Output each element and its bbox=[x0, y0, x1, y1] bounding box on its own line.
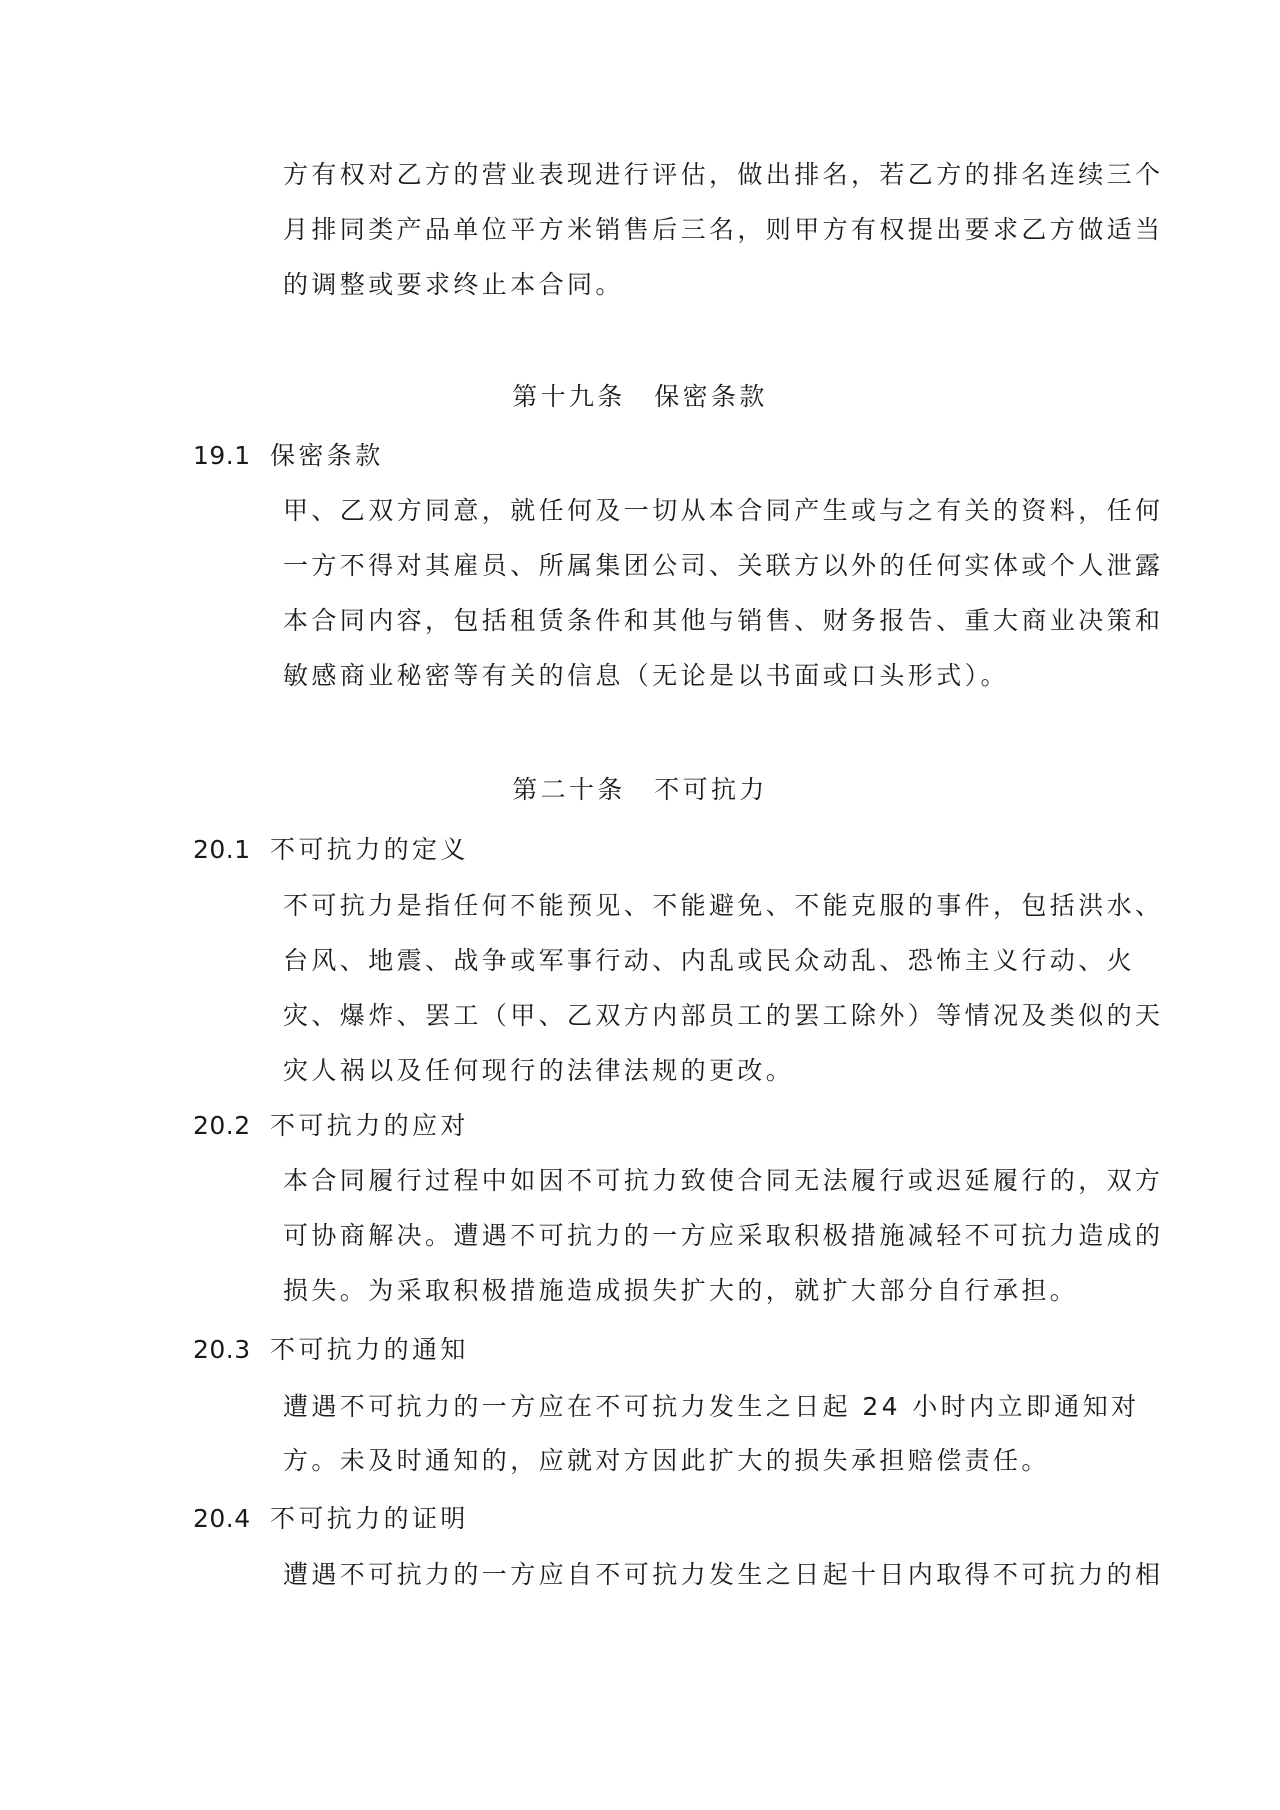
intro-line: 方有权对乙方的营业表现进行评估，做出排名，若乙方的排名连续三个 bbox=[283, 160, 1164, 189]
section-19-1-heading bbox=[193, 439, 384, 473]
section-20-2-line: 本合同履行过程中如因不可抗力致使合同无法履行或迟延履行的，双方 bbox=[283, 1166, 1164, 1195]
section-number: 20.1 bbox=[193, 835, 251, 864]
section-20-4-heading bbox=[193, 1502, 469, 1536]
section-20-1-line: 灾人祸以及任何现行的法律法规的更改。 bbox=[283, 1056, 795, 1085]
intro-line: 的调整或要求终止本合同。 bbox=[283, 270, 624, 299]
section-20-3-heading bbox=[193, 1333, 469, 1367]
section-title: 不可抗力的定义 bbox=[270, 835, 469, 864]
section-19-1-line: 一方不得对其雇员、所属集团公司、关联方以外的任何实体或个人泄露 bbox=[283, 551, 1164, 580]
section-title: 不可抗力的证明 bbox=[270, 1504, 469, 1533]
section-19-1-line: 甲、乙双方同意，就任何及一切从本合同产生或与之有关的资料，任何 bbox=[283, 496, 1164, 525]
section-number: 19.1 bbox=[193, 441, 251, 470]
section-number: 20.4 bbox=[193, 1504, 251, 1533]
section-20-1-line: 不可抗力是指任何不能预见、不能避免、不能克服的事件，包括洪水、 bbox=[283, 891, 1164, 920]
section-20-2-line: 损失。为采取积极措施造成损失扩大的，就扩大部分自行承担。 bbox=[283, 1276, 1079, 1305]
section-title: 保密条款 bbox=[270, 441, 384, 470]
section-20-2-line: 可协商解决。遭遇不可抗力的一方应采取积极措施减轻不可抗力造成的 bbox=[283, 1221, 1164, 1250]
section-title: 不可抗力的通知 bbox=[270, 1335, 469, 1364]
section-20-2-heading bbox=[193, 1109, 469, 1143]
section-20-3-line: 方。未及时通知的，应就对方因此扩大的损失承担赔偿责任。 bbox=[283, 1446, 1050, 1475]
section-20-3-line: 遭遇不可抗力的一方应在不可抗力发生之日起 24 小时内立即通知对 bbox=[283, 1392, 1140, 1421]
intro-line: 月排同类产品单位平方米销售后三名，则甲方有权提出要求乙方做适当 bbox=[283, 215, 1164, 244]
section-19-1-line: 本合同内容，包括租赁条件和其他与销售、财务报告、重大商业决策和 bbox=[283, 606, 1164, 635]
section-title: 不可抗力的应对 bbox=[270, 1111, 469, 1140]
article-20-heading: 第二十条 不可抗力 bbox=[512, 775, 768, 804]
article-19-heading: 第十九条 保密条款 bbox=[512, 382, 768, 411]
section-20-1-line: 台风、地震、战争或军事行动、内乱或民众动乱、恐怖主义行动、火 bbox=[283, 946, 1136, 975]
section-number: 20.2 bbox=[193, 1111, 251, 1140]
section-19-1-line: 敏感商业秘密等有关的信息（无论是以书面或口头形式）。 bbox=[283, 661, 1009, 690]
section-number: 20.3 bbox=[193, 1335, 251, 1364]
section-20-4-line: 遭遇不可抗力的一方应自不可抗力发生之日起十日内取得不可抗力的相 bbox=[283, 1560, 1164, 1589]
section-20-1-heading bbox=[193, 833, 469, 867]
section-20-1-line: 灾、爆炸、罢工（甲、乙双方内部员工的罢工除外）等情况及类似的天 bbox=[283, 1001, 1164, 1030]
